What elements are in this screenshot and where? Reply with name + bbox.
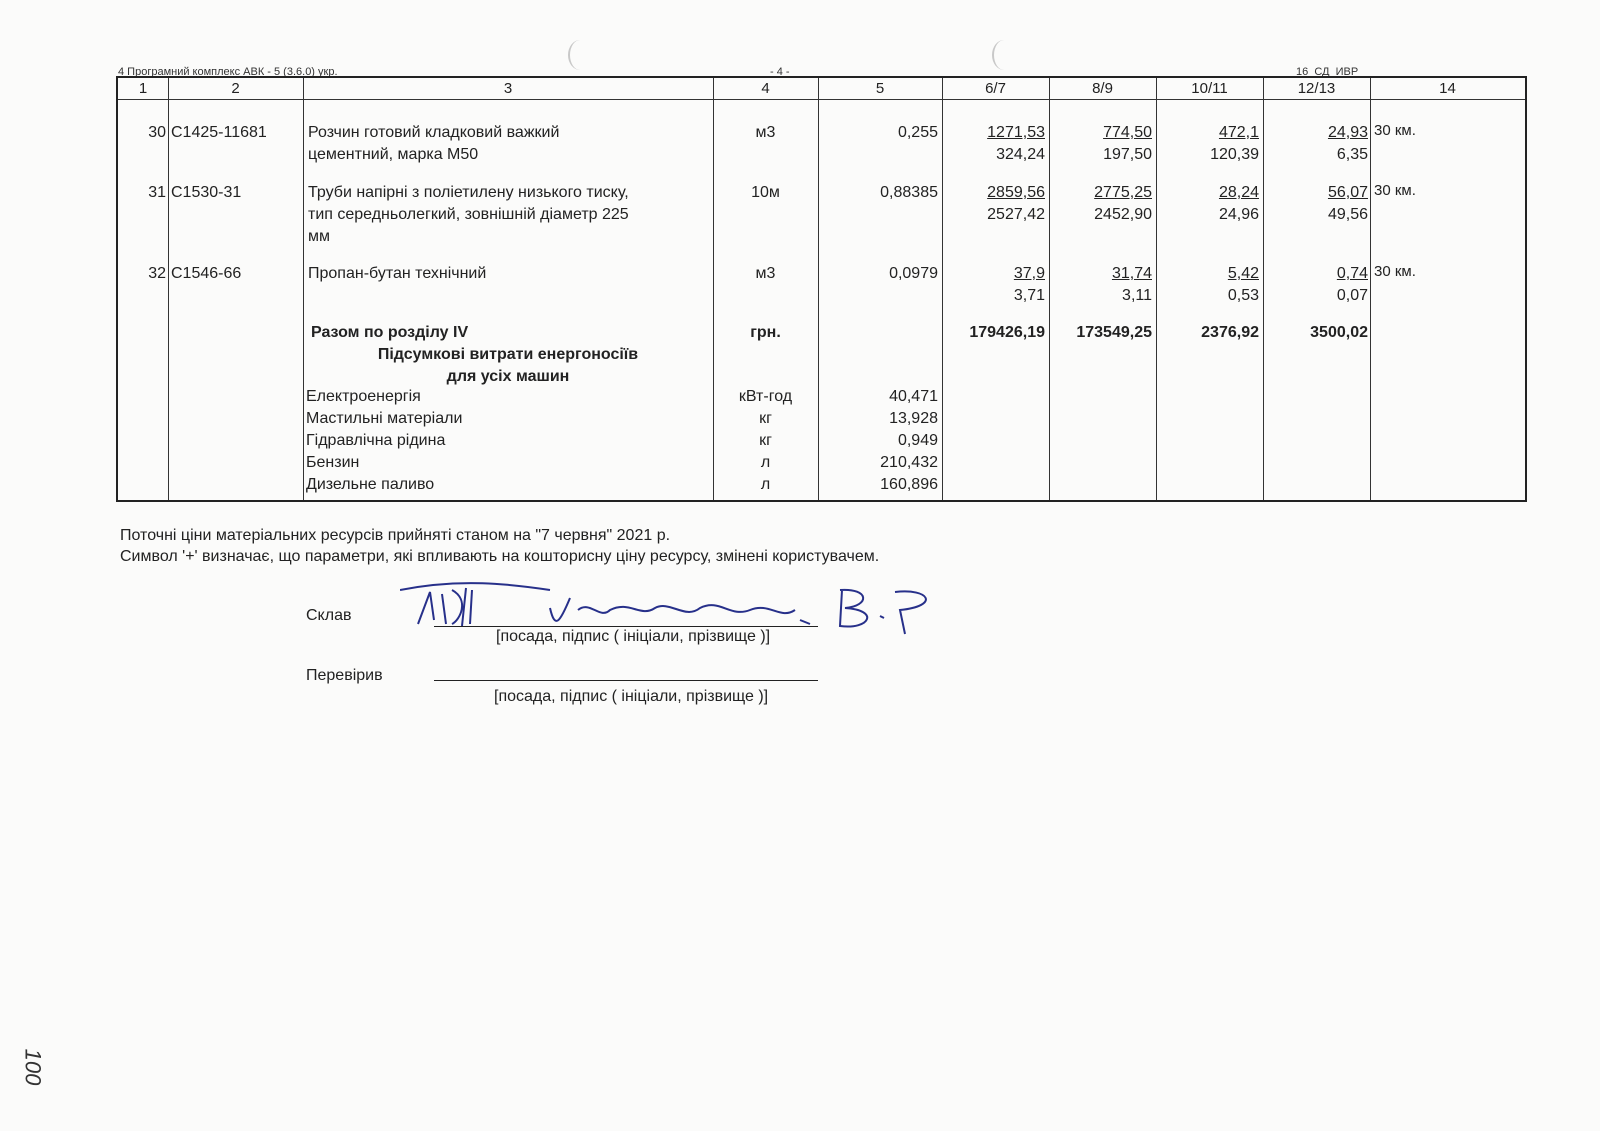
section-total-value: 179426,19	[969, 324, 1045, 341]
price-cell: 6,35	[1336, 146, 1368, 163]
price-cell: 0,07	[1336, 287, 1368, 304]
resource-name-line: цементний, марка М50	[308, 146, 479, 163]
checked-by-label: Перевірив	[306, 667, 383, 684]
energy-item-name: Мастильні матеріали	[306, 410, 463, 427]
resource-name-line: тип середньолегкий, зовнішній діаметр 225	[308, 206, 629, 223]
prepared-by-label: Склав	[306, 607, 352, 624]
transport-distance: 30 км.	[1374, 182, 1416, 199]
prepared-by-hint: [посада, підпис ( ініціали, прізвище )]	[496, 628, 771, 645]
transport-distance: 30 км.	[1374, 122, 1416, 139]
resource-name-line: Труби напірні з поліетилену низького тиску,	[308, 184, 629, 201]
energy-item-value: 13,928	[889, 410, 938, 427]
energy-item-value: 210,432	[880, 454, 938, 471]
energy-item-value: 160,896	[880, 476, 938, 493]
price-cell: 197,50	[1103, 146, 1152, 163]
row-number: 30	[148, 124, 166, 141]
quantity-cell: 0,0979	[889, 265, 938, 282]
price-cell: 49,56	[1327, 206, 1368, 223]
plus-symbol-note: Символ '+' визначає, що параметри, які впливають на кошторисну ціну ресурсу, змінені користувачем.	[120, 548, 880, 565]
price-cell: 120,39	[1210, 146, 1259, 163]
price-cell: 37,9	[1013, 265, 1045, 282]
price-cell: 28,24	[1218, 184, 1259, 201]
price-cell: 56,07	[1327, 184, 1368, 201]
price-cell: 0,53	[1227, 287, 1259, 304]
price-cell: 0,74	[1336, 265, 1368, 282]
price-cell: 472,1	[1218, 124, 1259, 141]
handwritten-signature	[400, 580, 960, 640]
price-cell: 31,74	[1111, 265, 1152, 282]
quantity-cell: 0,88385	[880, 184, 938, 201]
price-cell: 24,93	[1327, 124, 1368, 141]
energy-item-unit: кВт-год	[738, 388, 793, 405]
resource-table	[116, 76, 1527, 502]
price-cell: 24,96	[1218, 206, 1259, 223]
section-total-label: Разом по розділу IV	[311, 324, 469, 341]
price-cell: 5,42	[1227, 265, 1259, 282]
price-cell: 324,24	[996, 146, 1045, 163]
handwritten-page-number: 100	[20, 1048, 46, 1086]
punch-hole-mark	[992, 40, 1016, 70]
energy-item-name: Бензин	[306, 454, 360, 471]
column-header: 3	[503, 80, 513, 97]
price-cell: 2527,42	[987, 206, 1045, 223]
column-header: 12/13	[1297, 80, 1336, 97]
column-header: 2	[231, 80, 240, 97]
price-cell: 1271,53	[987, 124, 1045, 141]
punch-hole-mark	[568, 40, 592, 70]
energy-item-name: Дизельне паливо	[306, 476, 435, 493]
price-cell: 3,11	[1122, 287, 1152, 304]
header-page-number: - 4 -	[770, 66, 790, 78]
resource-name-line: Пропан-бутан технічний	[308, 265, 487, 282]
price-cell: 2452,90	[1094, 206, 1152, 223]
column-header: 6/7	[985, 80, 1006, 97]
column-header: 10/11	[1191, 80, 1228, 97]
energy-summary-title: Підсумкові витрати енергоносіїв	[377, 346, 639, 363]
energy-item-unit: кг	[759, 432, 772, 449]
energy-item-value: 40,471	[889, 388, 938, 405]
checked-by-hint: [посада, підпис ( ініціали, прізвище )]	[494, 688, 769, 705]
energy-item-unit: л	[760, 476, 771, 493]
energy-item-name: Електроенергія	[306, 388, 421, 405]
price-cell: 774,50	[1103, 124, 1152, 141]
unit-cell: м3	[755, 124, 776, 141]
section-total-unit: грн.	[750, 324, 781, 341]
resource-name-line: Розчин готовий кладковий важкий	[308, 124, 560, 141]
section-total-value: 3500,02	[1310, 324, 1368, 341]
column-header: 14	[1439, 80, 1456, 97]
price-cell: 2775,25	[1094, 184, 1152, 201]
resource-name-line: мм	[308, 228, 330, 245]
resource-code: С1425-11681	[171, 124, 267, 141]
column-header: 5	[875, 80, 885, 97]
header-doc-code: 16_СД_ИВР	[1296, 66, 1359, 78]
checked-by-line	[434, 680, 818, 681]
section-total-value: 2376,92	[1201, 324, 1259, 341]
row-number: 32	[148, 265, 166, 282]
section-total-value: 173549,25	[1076, 324, 1152, 341]
column-header: 1	[138, 80, 148, 97]
energy-item-name: Гідравлічна рідина	[306, 432, 446, 449]
resource-code: С1546-66	[171, 265, 242, 282]
unit-cell: м3	[755, 265, 776, 282]
energy-item-value: 0,949	[897, 432, 938, 449]
price-cell: 2859,56	[987, 184, 1045, 201]
resource-code: С1530-31	[171, 184, 242, 201]
column-header: 4	[761, 80, 770, 97]
energy-item-unit: л	[760, 454, 771, 471]
transport-distance: 30 км.	[1374, 263, 1416, 280]
unit-cell: 10м	[751, 184, 780, 201]
header-software: 4 Програмний комплекс АВК - 5 (3.6.0) укр.	[118, 66, 338, 78]
price-cell: 3,71	[1013, 287, 1045, 304]
energy-summary-title: для усіх машин	[446, 368, 570, 385]
row-number: 31	[148, 184, 166, 201]
price-date-note: Поточні ціни матеріальних ресурсів прийняті станом на "7 червня" 2021 р.	[120, 527, 671, 544]
quantity-cell: 0,255	[897, 124, 938, 141]
column-header: 8/9	[1092, 80, 1113, 97]
energy-item-unit: кг	[759, 410, 772, 427]
